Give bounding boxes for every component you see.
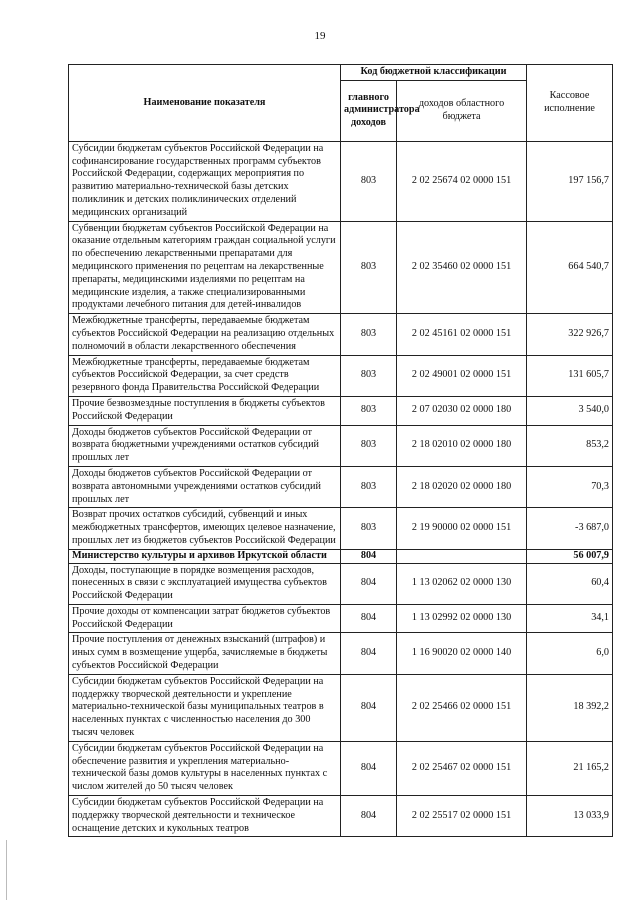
row-name: Министерство культуры и архивов Иркутской области [69,549,341,563]
row-budget-code: 2 02 49001 02 0000 151 [397,355,527,396]
row-budget-code: 2 02 25674 02 0000 151 [397,141,527,221]
row-amount: 3 540,0 [527,396,613,425]
row-admin-code: 803 [341,221,397,314]
row-budget-code: 1 13 02992 02 0000 130 [397,604,527,633]
row-amount: 853,2 [527,425,613,466]
table-row [69,355,613,396]
table-row [69,141,613,221]
table-row [69,549,613,563]
row-amount: 131 605,7 [527,355,613,396]
row-budget-code: 2 02 25466 02 0000 151 [397,674,527,741]
table-row [69,741,613,795]
row-budget-code: 2 18 02010 02 0000 180 [397,425,527,466]
table-row [69,466,613,507]
row-name: Прочие безвозмездные поступления в бюджеты субъектов Российской Федерации [69,396,341,425]
row-amount: 18 392,2 [527,674,613,741]
row-admin-code: 803 [341,355,397,396]
row-budget-code: 2 07 02030 02 0000 180 [397,396,527,425]
page-number: 19 [314,30,326,42]
budget-table [68,64,613,837]
row-amount: 21 165,2 [527,741,613,795]
row-admin-code: 804 [341,741,397,795]
row-admin-code: 803 [341,508,397,549]
table-row [69,604,613,633]
row-amount: 13 033,9 [527,796,613,837]
row-name: Субвенции бюджетам субъектов Российской Федерации на оказание отдельным категориям граждан социальной услуги по обеспечению лекарственными препаратами для медицинского применения по рецептам на лекарственные препараты, медицинскими изделиями по рецептам на медицинские изделия, а также специализированными продуктами лечебного питания для детей-инвалидов [69,221,341,314]
header-code: доходов областного бюджета [397,80,527,141]
row-amount: 60,4 [527,563,613,604]
row-admin-code: 803 [341,466,397,507]
row-budget-code: 1 13 02062 02 0000 130 [397,563,527,604]
row-amount: 34,1 [527,604,613,633]
row-name: Прочие поступления от денежных взысканий (штрафов) и иных сумм в возмещение ущерба, зачисляемые в бюджеты субъектов Российской Федерации [69,633,341,674]
row-name: Доходы, поступающие в порядке возмещения расходов, понесенных в связи с эксплуатацией имущества субъектов Российской Федерации [69,563,341,604]
row-name: Доходы бюджетов субъектов Российской Федерации от возврата автономными учреждениями остатков субсидий прошлых лет [69,466,341,507]
header-code-group: Код бюджетной классификации [341,65,527,81]
row-budget-code: 2 02 45161 02 0000 151 [397,314,527,355]
row-admin-code: 803 [341,141,397,221]
table-body [69,141,613,837]
table-row [69,396,613,425]
row-budget-code [397,549,527,563]
table-row [69,796,613,837]
table-row [69,221,613,314]
row-budget-code: 2 02 25517 02 0000 151 [397,796,527,837]
table-row [69,633,613,674]
row-admin-code: 803 [341,396,397,425]
row-budget-code: 2 02 25467 02 0000 151 [397,741,527,795]
row-name: Субсидии бюджетам субъектов Российской Федерации на поддержку творческой деятельности и укрепление материально-технической базы муниципальных театров в населенных пунктах с численностью населения до 300 тысяч человек [69,674,341,741]
header-name: Наименование показателя [69,65,341,142]
row-amount: -3 687,0 [527,508,613,549]
row-amount: 322 926,7 [527,314,613,355]
row-budget-code: 2 02 35460 02 0000 151 [397,221,527,314]
row-budget-code: 1 16 90020 02 0000 140 [397,633,527,674]
row-amount: 56 007,9 [527,549,613,563]
table-row [69,508,613,549]
row-name: Субсидии бюджетам субъектов Российской Федерации на поддержку творческой деятельности и техническое оснащение детских и кукольных театров [69,796,341,837]
row-name: Субсидии бюджетам субъектов Российской Федерации на обеспечение развития и укрепления материально-технической базы домов культуры в населенных пунктах с числом жителей до 50 тысяч человек [69,741,341,795]
row-name: Прочие доходы от компенсации затрат бюджетов субъектов Российской Федерации [69,604,341,633]
row-amount: 197 156,7 [527,141,613,221]
row-budget-code: 2 19 90000 02 0000 151 [397,508,527,549]
header-execution: Кассовое исполнение [527,65,613,142]
row-admin-code: 804 [341,633,397,674]
table-row [69,314,613,355]
table-row [69,563,613,604]
row-name: Межбюджетные трансферты, передаваемые бюджетам субъектов Российской Федерации, за счет средств резервного фонда Правительства Российской Федерации [69,355,341,396]
row-name: Межбюджетные трансферты, передаваемые бюджетам субъектов Российской Федерации на реализацию отдельных полномочий в области лекарственного обеспечения [69,314,341,355]
header-admin: главного администратора доходов [341,80,397,141]
table-row [69,425,613,466]
row-name: Субсидии бюджетам субъектов Российской Федерации на софинансирование государственных программ субъектов Российской Федерации, содержащих мероприятия по развитию материально-технической базы детских поликлиник и детских поликлинических отделений медицинских организаций [69,141,341,221]
row-budget-code: 2 18 02020 02 0000 180 [397,466,527,507]
row-admin-code: 804 [341,549,397,563]
row-amount: 664 540,7 [527,221,613,314]
row-amount: 70,3 [527,466,613,507]
scan-edge-mark [6,840,7,900]
row-admin-code: 804 [341,674,397,741]
row-admin-code: 803 [341,314,397,355]
row-name: Возврат прочих остатков субсидий, субвенций и иных межбюджетных трансфертов, имеющих целевое назначение, прошлых лет из бюджетов субъектов Российской Федерации [69,508,341,549]
row-name: Доходы бюджетов субъектов Российской Федерации от возврата бюджетными учреждениями остатков субсидий прошлых лет [69,425,341,466]
row-admin-code: 804 [341,604,397,633]
row-amount: 6,0 [527,633,613,674]
row-admin-code: 803 [341,425,397,466]
row-admin-code: 804 [341,796,397,837]
row-admin-code: 804 [341,563,397,604]
table-row [69,674,613,741]
